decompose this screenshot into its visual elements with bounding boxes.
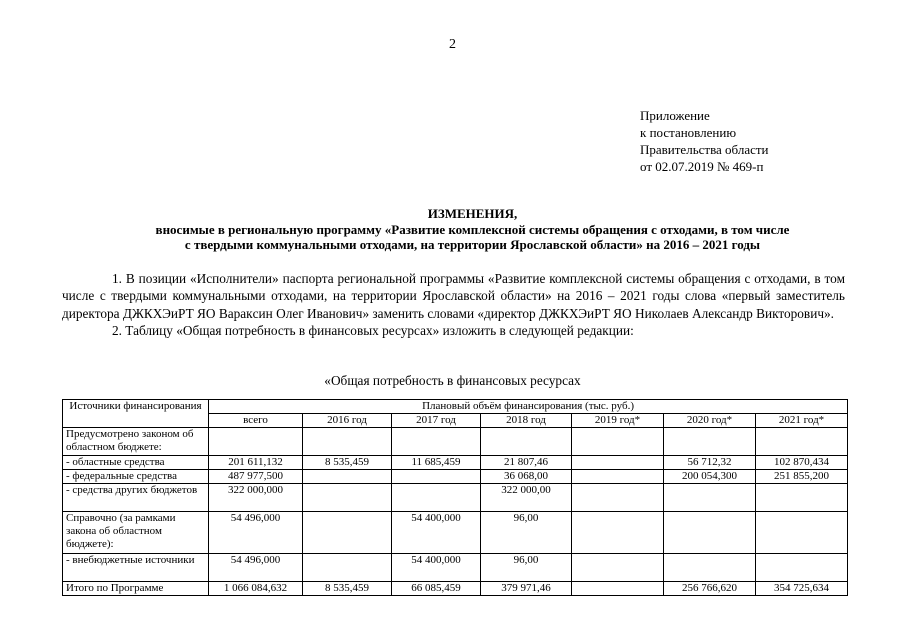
table-cell: 11 685,459 <box>392 456 481 470</box>
column-header: 2018 год <box>481 414 572 428</box>
row-label: Итого по Программе <box>63 582 209 596</box>
row-label: Справочно (за рамками закона об областном бюджете): <box>63 512 209 554</box>
table-cell <box>572 582 664 596</box>
row-label: - федеральные средства <box>63 470 209 484</box>
table-cell <box>664 554 756 582</box>
table-cell <box>756 512 848 554</box>
table-caption: «Общая потребность в финансовых ресурсах <box>324 373 581 388</box>
paragraph-2: 2. Таблицу «Общая потребность в финансовых ресурсах» изложить в следующей редакции: <box>112 322 634 338</box>
table-cell: 54 496,000 <box>209 512 303 554</box>
title-heading: ИЗМЕНЕНИЯ, <box>427 206 518 221</box>
table-cell <box>303 470 392 484</box>
column-header: 2020 год* <box>664 414 756 428</box>
table-cell: 379 971,46 <box>481 582 572 596</box>
appendix-block <box>640 107 769 175</box>
table-cell <box>756 484 848 512</box>
table-cell: 96,00 <box>481 554 572 582</box>
appendix-line: от 02.07.2019 № 469-п <box>640 159 764 174</box>
source-header: Источники финансирования <box>63 400 209 428</box>
column-header: 2021 год* <box>756 414 848 428</box>
table-cell <box>303 554 392 582</box>
table-row <box>63 470 848 484</box>
table-cell: 251 855,200 <box>756 470 848 484</box>
table-cell: 201 611,132 <box>209 456 303 470</box>
table-cell <box>664 484 756 512</box>
table-cell: 66 085,459 <box>392 582 481 596</box>
financing-table <box>62 399 848 596</box>
table-cell <box>756 554 848 582</box>
table-cell: 322 000,000 <box>209 484 303 512</box>
table-cell <box>572 456 664 470</box>
table-cell: 102 870,434 <box>756 456 848 470</box>
table-row <box>63 554 848 582</box>
title-line: с твердыми коммунальными отходами, на территории Ярославской области» на 2016 – 2021 годы <box>184 237 761 252</box>
table-cell: 354 725,634 <box>756 582 848 596</box>
table-cell: 56 712,32 <box>664 456 756 470</box>
table-cell <box>572 428 664 456</box>
table-row <box>63 456 848 470</box>
column-header: всего <box>209 414 303 428</box>
row-label: - внебюджетные источники <box>63 554 209 582</box>
table-cell <box>303 428 392 456</box>
table-cell <box>481 428 572 456</box>
table-cell <box>572 512 664 554</box>
appendix-line: Правительства области <box>640 142 769 157</box>
table-cell <box>392 428 481 456</box>
table-cell <box>303 484 392 512</box>
table-cell <box>572 484 664 512</box>
appendix-line: к постановлению <box>640 125 737 140</box>
table-cell: 1 066 084,632 <box>209 582 303 596</box>
row-label: Предусмотрено законом об областном бюджете: <box>63 428 209 456</box>
table-cell <box>303 512 392 554</box>
table-row <box>63 428 848 456</box>
table-cell <box>392 484 481 512</box>
table-cell: 322 000,00 <box>481 484 572 512</box>
table-cell: 8 535,459 <box>303 582 392 596</box>
page-number: 2 <box>449 37 456 52</box>
table-cell <box>572 470 664 484</box>
row-label: - средства других бюджетов <box>63 484 209 512</box>
paragraph-1: 1. В позиции «Исполнители» паспорта региональной программы «Развитие комплексной системы обращения с отходами, в том числе с твердыми коммунальными отходами, на территории Ярославской области» на 2016 – 2021 годы слова «первый заместитель директора ДЖКХЭиРТ ЯО Варaкcин Олег Иванович» заменить словами «директор ДЖКХЭиРТ ЯО Николаев Александр Викторович». <box>62 271 845 321</box>
group-header: Плановый объём финансирования (тыс. руб.) <box>209 400 848 414</box>
table-row <box>63 582 848 596</box>
table-cell <box>572 554 664 582</box>
table-cell: 200 054,300 <box>664 470 756 484</box>
table-cell: 21 807,46 <box>481 456 572 470</box>
row-label: - областные средства <box>63 456 209 470</box>
title-line: вносимые в региональную программу «Развитие комплексной системы обращения с отходами, в том числе <box>155 221 790 237</box>
column-header: 2016 год <box>303 414 392 428</box>
column-header: 2019 год* <box>572 414 664 428</box>
table-cell: 36 068,00 <box>481 470 572 484</box>
table-cell <box>664 512 756 554</box>
table-cell <box>664 428 756 456</box>
appendix-line: Приложение <box>640 108 710 123</box>
column-header: 2017 год <box>392 414 481 428</box>
table-cell: 54 400,000 <box>392 554 481 582</box>
table-cell <box>392 470 481 484</box>
table-cell: 487 977,500 <box>209 470 303 484</box>
table-cell <box>209 428 303 456</box>
table-row <box>63 484 848 512</box>
table-cell: 96,00 <box>481 512 572 554</box>
table-cell: 256 766,620 <box>664 582 756 596</box>
document-title <box>50 206 895 253</box>
table-cell: 54 496,000 <box>209 554 303 582</box>
table-row <box>63 512 848 554</box>
table-cell <box>756 428 848 456</box>
table-cell: 8 535,459 <box>303 456 392 470</box>
body-text <box>62 270 845 339</box>
table-cell: 54 400,000 <box>392 512 481 554</box>
